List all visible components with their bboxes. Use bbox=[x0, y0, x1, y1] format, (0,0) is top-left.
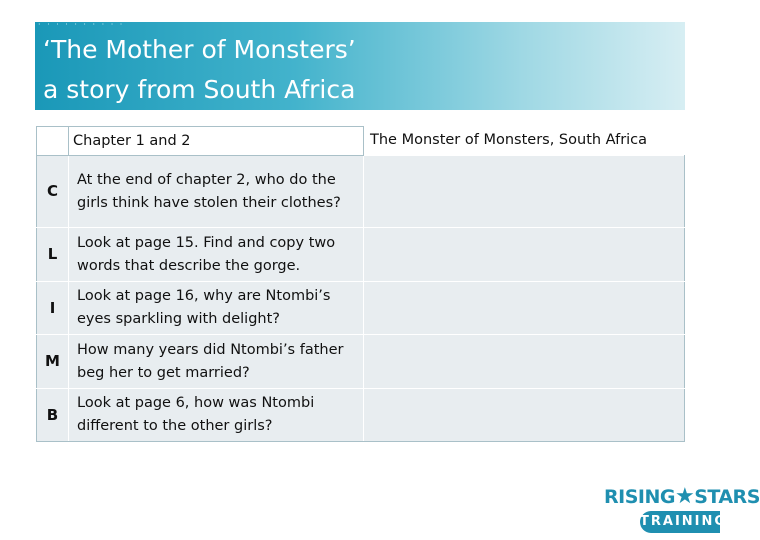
table-row bbox=[37, 335, 685, 389]
row-question bbox=[69, 156, 364, 228]
row-answer-field[interactable] bbox=[364, 389, 685, 442]
row-question-text: At the end of chapter 2, who do the girls think have stolen their clothes? bbox=[77, 171, 341, 211]
row-question bbox=[69, 335, 364, 389]
row-question bbox=[69, 228, 364, 282]
row-letter: C bbox=[37, 156, 69, 228]
row-question bbox=[69, 282, 364, 335]
table-row bbox=[37, 389, 685, 442]
table-row bbox=[37, 282, 685, 335]
row-answer-field[interactable] bbox=[364, 335, 685, 389]
row-answer-field[interactable] bbox=[364, 282, 685, 335]
row-answer-field[interactable] bbox=[364, 228, 685, 282]
logo-training-badge: TRAINING bbox=[640, 511, 720, 533]
logo-word-rising: RISING bbox=[604, 486, 675, 508]
table-row bbox=[37, 156, 685, 228]
row-letter: B bbox=[37, 389, 69, 442]
row-letter: M bbox=[37, 335, 69, 389]
banner-dots: · · · · · · · · · · bbox=[38, 20, 125, 29]
star-icon: ★ bbox=[674, 484, 695, 509]
rising-stars-logo bbox=[604, 484, 760, 540]
table-row bbox=[37, 228, 685, 282]
title-line-2: a story from South Africa bbox=[43, 75, 356, 104]
logo-wordmark bbox=[604, 484, 760, 509]
logo-word-stars: STARS bbox=[694, 486, 760, 508]
row-question-text: Look at page 16, why are Ntombi’s eyes sparkling with delight? bbox=[77, 288, 331, 327]
title-line-1: ‘The Mother of Monsters’ bbox=[43, 35, 356, 64]
page-title bbox=[43, 30, 356, 110]
table-header-row bbox=[37, 127, 685, 156]
header-answer-cell: The Monster of Monsters, South Africa bbox=[364, 127, 685, 156]
row-question bbox=[69, 389, 364, 442]
header-question-cell: Chapter 1 and 2 bbox=[69, 127, 364, 156]
row-question-text: Look at page 15. Find and copy two words that describe the gorge. bbox=[77, 234, 336, 274]
header-letter-cell bbox=[37, 127, 69, 156]
row-question-text: How many years did Ntombi’s father beg her to get married? bbox=[77, 341, 344, 381]
row-answer-field[interactable] bbox=[364, 156, 685, 228]
row-letter: L bbox=[37, 228, 69, 282]
row-letter: I bbox=[37, 282, 69, 335]
title-banner bbox=[35, 22, 685, 110]
question-table bbox=[36, 126, 685, 442]
row-question-text: Look at page 6, how was Ntombi different to the other girls? bbox=[77, 395, 315, 434]
